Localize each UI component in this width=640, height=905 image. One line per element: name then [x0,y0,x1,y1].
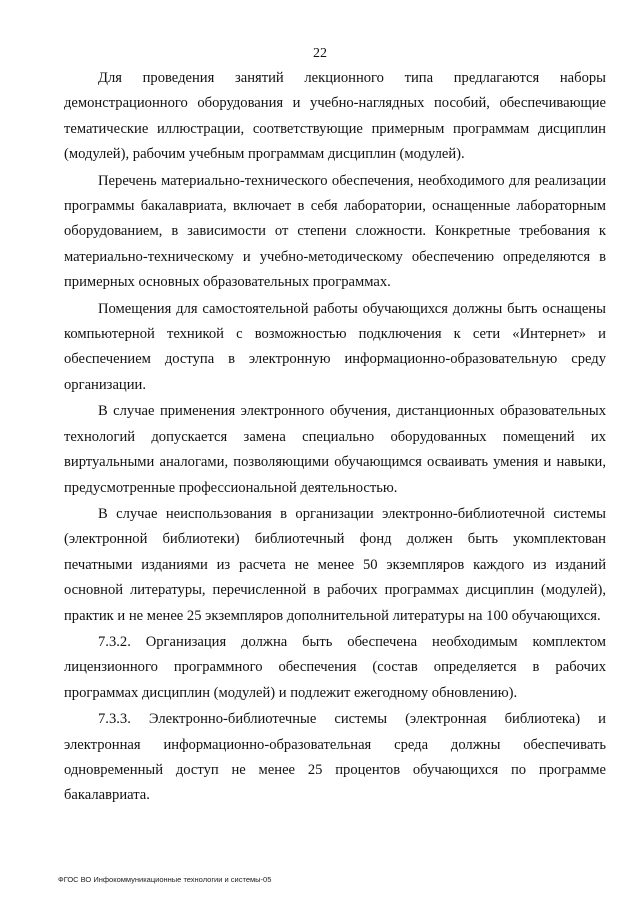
paragraph-e-learning: В случае применения электронного обучения, дистанционных образовательных технологий допускается замена специально оборудованных помещений их виртуальными аналогами, позволяющими обучающимся осваивать умения и навыки, предусмотренные профессиональной деятельностью. [64,403,606,496]
paragraph-material-support: Перечень материально-технического обеспечения, необходимого для реализации программы бакалавриата, включает в себя лаборатории, оснащенные лабораторным оборудованием, в зависимости от степени сложности. Конкретные требования к материально-техническому и учебно-методическому обеспечению определяются в примерных основных образовательных программах. [64,172,606,291]
paragraph-self-study-rooms: Помещения для самостоятельной работы обучающихся должны быть оснащены компьютерной техникой с возможностью подключения к сети «Интернет» и обеспечением доступа в электронную информационно-образовательную среду организации. [64,300,606,393]
paragraph-library-fund: В случае неиспользования в организации электронно-библиотечной системы (электронной библиотеки) библиотечный фонд должен быть укомплектован печатными изданиями из расчета не менее 50 экземпляров каждого из изданий основной литературы, перечисленной в рабочих программах дисциплин (модулей), практик и не менее 25 экземпляров дополнительной литературы на 100 обучающихся. [64,505,606,624]
page-number: 22 [313,46,327,61]
paragraph-lecture-equipment: Для проведения занятий лекционного типа предлагаются наборы демонстрационного оборудования и учебно-наглядных пособий, обеспечивающие тематические иллюстрации, соответствующие примерным программам дисциплин (модулей), рабочим учебным программам дисциплин (модулей). [64,70,606,163]
paragraph-7-3-2: 7.3.2. Организация должна быть обеспечена необходимым комплектом лицензионного программного обеспечения (состав определяется в рабочих программах дисциплин (модулей) и подлежит ежегодному обновлению). [64,633,606,701]
page-footer: ФГОС ВО Инфокоммуникационные технологии и системы-05 [58,875,272,884]
document-body [64,66,606,810]
paragraph-7-3-3: 7.3.3. Электронно-библиотечные системы (электронная библиотека) и электронная информационно-образовательная среда должны обеспечивать одновременный доступ не менее 25 процентов обучающихся по программе бакалавриата. [64,711,606,804]
